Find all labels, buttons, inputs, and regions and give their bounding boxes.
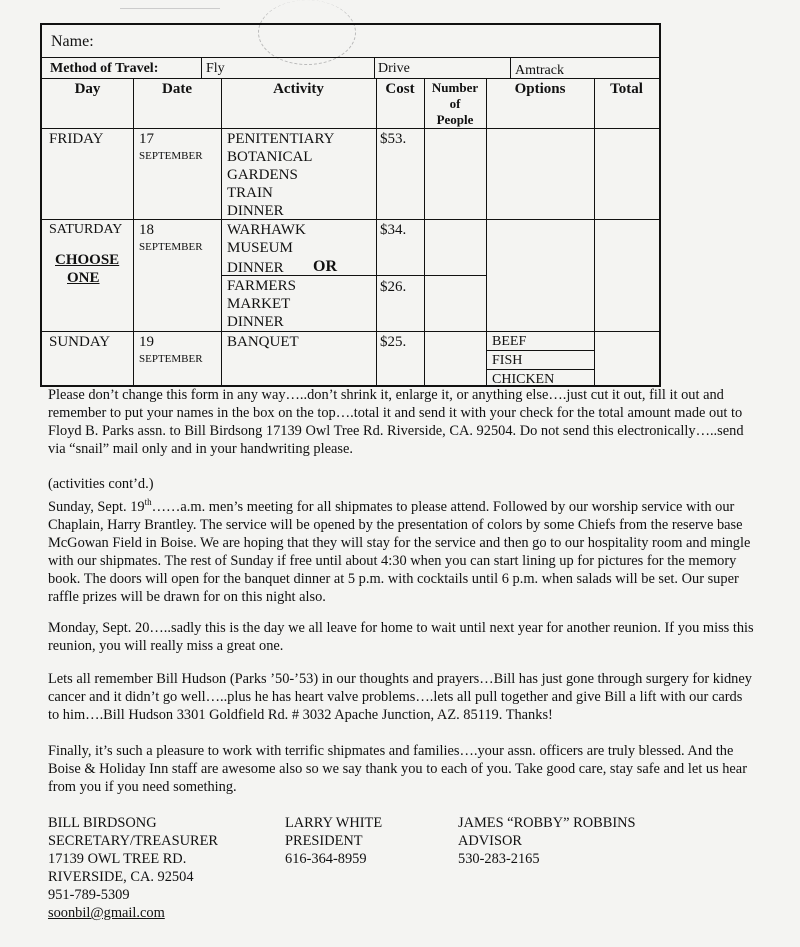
friday-activity-5: DINNER [227, 203, 284, 219]
travel-option-fly[interactable]: Fly [206, 61, 225, 76]
larry-phone: 616-364-8959 [285, 851, 367, 867]
saturday-day: SATURDAY [49, 222, 123, 237]
sunday-cost: $25. [380, 334, 407, 350]
bill-address-2: RIVERSIDE, CA. 92504 [48, 869, 194, 885]
header-date: Date [162, 81, 192, 97]
bill-email-link[interactable]: soonbil@gmail.com [48, 905, 165, 921]
friday-day: FRIDAY [49, 131, 104, 147]
sunday-month: SEPTEMBER [139, 353, 203, 365]
saturday-month: SEPTEMBER [139, 241, 203, 253]
vrule-travel-3 [510, 57, 511, 78]
saturday-activity-b-2: MARKET [227, 296, 291, 312]
friday-month: SEPTEMBER [139, 150, 203, 162]
rule-header [42, 128, 659, 129]
vrule-date [221, 78, 222, 385]
saturday-activity-a-1: WARHAWK [227, 222, 306, 238]
friday-activity-2: BOTANICAL [227, 149, 313, 165]
or-label: OR [313, 258, 337, 275]
header-cost: Cost [385, 81, 415, 97]
finally-paragraph: Finally, it’s such a pleasure to work with terrific shipmates and families….your assn. officers are truly blessed. And the Boise & Holiday Inn staff are awesome also so we say thank you to each of you. Take good care, stay safe and let us hear from you if you need something. [48, 743, 747, 795]
james-phone: 530-283-2165 [458, 851, 540, 867]
header-day: Day [74, 81, 101, 97]
vrule-activity [376, 78, 377, 385]
scan-artifact-line [120, 8, 220, 9]
friday-activity-1: PENITENTIARY [227, 131, 335, 147]
header-options: Options [514, 81, 566, 97]
larry-title: PRESIDENT [285, 833, 363, 849]
sunday-day: SUNDAY [49, 334, 111, 350]
header-number: Number [431, 80, 479, 95]
header-total: Total [610, 81, 643, 97]
header-people: People [436, 112, 474, 127]
friday-activity-3: GARDENS [227, 167, 298, 183]
vrule-day [133, 78, 134, 385]
saturday-activity-b-1: FARMERS [227, 278, 296, 294]
name-field[interactable] [122, 33, 652, 53]
sunday-paragraph [48, 493, 756, 606]
header-of: of [449, 96, 461, 111]
bill-phone: 951-789-5309 [48, 887, 130, 903]
monday-paragraph: Monday, Sept. 20…..sadly this is the day we all leave for home to wait until next year for another reunion. If you miss this reunion, you will really miss a great one. [48, 620, 754, 654]
james-name: JAMES “ROBBY” ROBBINS [458, 815, 636, 831]
saturday-date: 18 [139, 222, 154, 238]
larry-name: LARRY WHITE [285, 815, 383, 831]
travel-label: Method of Travel: [50, 61, 159, 76]
option-chicken[interactable]: CHICKEN [492, 372, 555, 387]
saturday-cost-b: $26. [380, 279, 407, 295]
sunday-rest: ……a.m. men’s meeting for all shipmates to please attend. Followed by our worship service with our Chaplain, Harry Brantley. The service will be opened by the presentation of colors by some Chiefs from the reserve base McGowan Field in Boise. We are hoping that they will stay for the service and then go to our hospitality room and mingle with our shipmates. The rest of Sunday if free until about 4:30 when you can start lining up for pictures for the memory book. The doors will open for the banquet dinner at 5 p.m. with cocktails until 6 p.m. when salads will be set. Our super raffle prizes will be drawn for on this night also. [48, 498, 751, 605]
bill-address-1: 17139 OWL TREE RD. [48, 851, 187, 867]
vrule-people [486, 78, 487, 385]
travel-option-amtrack[interactable]: Amtrack [515, 63, 564, 78]
rule-travel [42, 78, 659, 79]
option-beef[interactable]: BEEF [492, 334, 527, 349]
vrule-travel-1 [201, 57, 202, 78]
instructions-paragraph: Please don’t change this form in any way…..don’t shrink it, enlarge it, or anything else….just cut it out, fill it out and remember to put your names in the box on the top….total it and send it with your check for the total amount made out to Floyd B. Parks assn. to Bill Birdsong 17139 Owl Tree Rd. Riverside, CA. 92504. Do not send this electronically…..send via “snail” mail only and in your handwriting please. [48, 387, 744, 457]
vrule-travel-2 [374, 57, 375, 78]
rule-saturday [42, 331, 659, 332]
sunday-activity: BANQUET [227, 334, 299, 350]
rule-name [42, 57, 659, 58]
choose-label: CHOOSE [55, 252, 120, 268]
one-label: ONE [67, 270, 100, 286]
friday-cost: $53. [380, 131, 407, 147]
friday-date: 17 [139, 131, 154, 147]
saturday-cost-a: $34. [380, 222, 407, 238]
friday-activity-4: TRAIN [227, 185, 273, 201]
sunday-date: 19 [139, 334, 154, 350]
vrule-options [594, 78, 595, 385]
name-label: Name: [51, 33, 94, 50]
saturday-activity-b-3: DINNER [227, 314, 284, 330]
activities-continued: (activities cont’d.) [48, 476, 154, 492]
header-activity: Activity [273, 81, 324, 97]
hudson-paragraph: Lets all remember Bill Hudson (Parks ’50-’53) in our thoughts and prayers…Bill has just gone through surgery for kidney cancer and it didn’t go well…..plus he has heart valve problems….lets all pull together and give Bill a lift with our cards to him….Bill Hudson 3301 Goldfield Rd. # 3032 Apache Junction, AZ. 85119. Thanks! [48, 671, 752, 723]
bill-title: SECRETARY/TREASURER [48, 833, 218, 849]
saturday-activity-a-2: MUSEUM [227, 240, 293, 256]
james-title: ADVISOR [458, 833, 522, 849]
registration-form [40, 23, 661, 387]
sunday-suffix: th [144, 497, 152, 507]
option-fish[interactable]: FISH [492, 353, 523, 368]
travel-option-drive[interactable]: Drive [378, 61, 410, 76]
saturday-activity-a-3: DINNER [227, 260, 284, 276]
rule-friday [42, 219, 659, 220]
sunday-lead: Sunday, Sept. 19 [48, 498, 145, 515]
bill-name: BILL BIRDSONG [48, 815, 157, 831]
